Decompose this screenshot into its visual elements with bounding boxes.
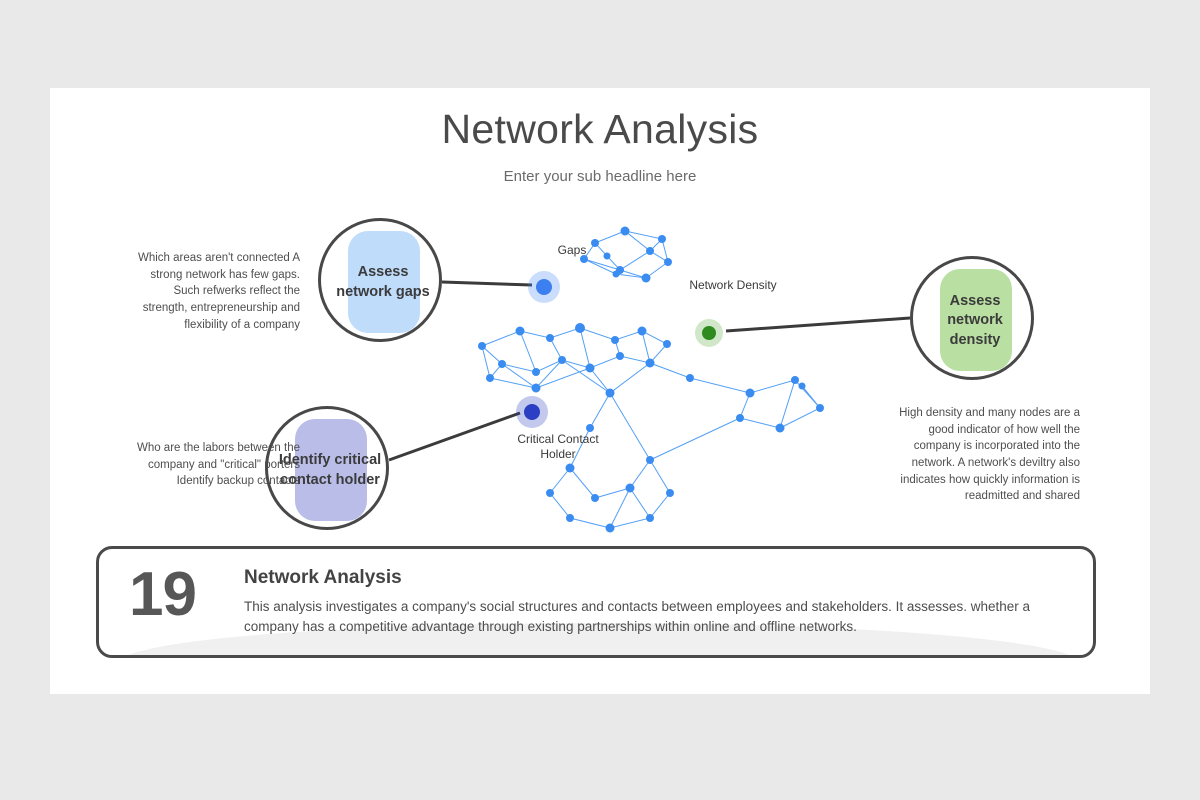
description-critical-contact: Who are the labors between the company and "critical" porters Identify backup contacts <box>136 442 300 488</box>
marker-gaps[interactable] <box>528 271 560 303</box>
marker-core-gaps <box>536 279 552 295</box>
badge-label-density: Assess network density <box>947 292 1003 348</box>
badge-label-gaps: Assess network gaps <box>336 264 430 300</box>
node-label-critical-contact-holder: Critical Contact Holder <box>517 432 599 461</box>
cluster-main <box>482 328 820 528</box>
footer-title: Network Analysis <box>244 567 402 588</box>
footer-panel <box>96 546 1096 658</box>
page-title: Network Analysis <box>441 106 759 152</box>
connector-lines <box>389 282 910 460</box>
description-network-gaps: Which areas aren't connected A strong network has few gaps. Such refwerks reflect the strength, entrepreneurship and flexibility of a company <box>137 252 300 331</box>
footer-slide-number: 19 <box>129 560 196 629</box>
footer-body-text: This analysis investigates a company's social structures and contacts between employees and stakeholders. It assesses. whether a company has a competitive advantage through existing partnerships within online and offline networks. <box>244 599 1030 635</box>
marker-critical-contact-holder[interactable] <box>516 396 548 428</box>
marker-core-critical <box>524 404 540 420</box>
page-subtitle: Enter your sub headline here <box>503 168 697 185</box>
marker-network-density[interactable] <box>695 319 723 347</box>
description-network-density: High density and many nodes are a good indicator of how well the company is incorporated into the network. A network's deviltry also indicates how quickly information is readmitted and shared <box>899 407 1080 503</box>
badge-label-critical: Identify critical contact holder <box>278 452 382 488</box>
slide-canvas <box>50 88 1150 694</box>
badge-assess-network-density[interactable] <box>910 256 1034 380</box>
node-label-gaps: Gaps <box>557 243 587 257</box>
badge-assess-network-gaps[interactable] <box>318 218 442 342</box>
marker-core-density <box>702 326 716 340</box>
node-label-network-density: Network Density <box>689 278 777 292</box>
